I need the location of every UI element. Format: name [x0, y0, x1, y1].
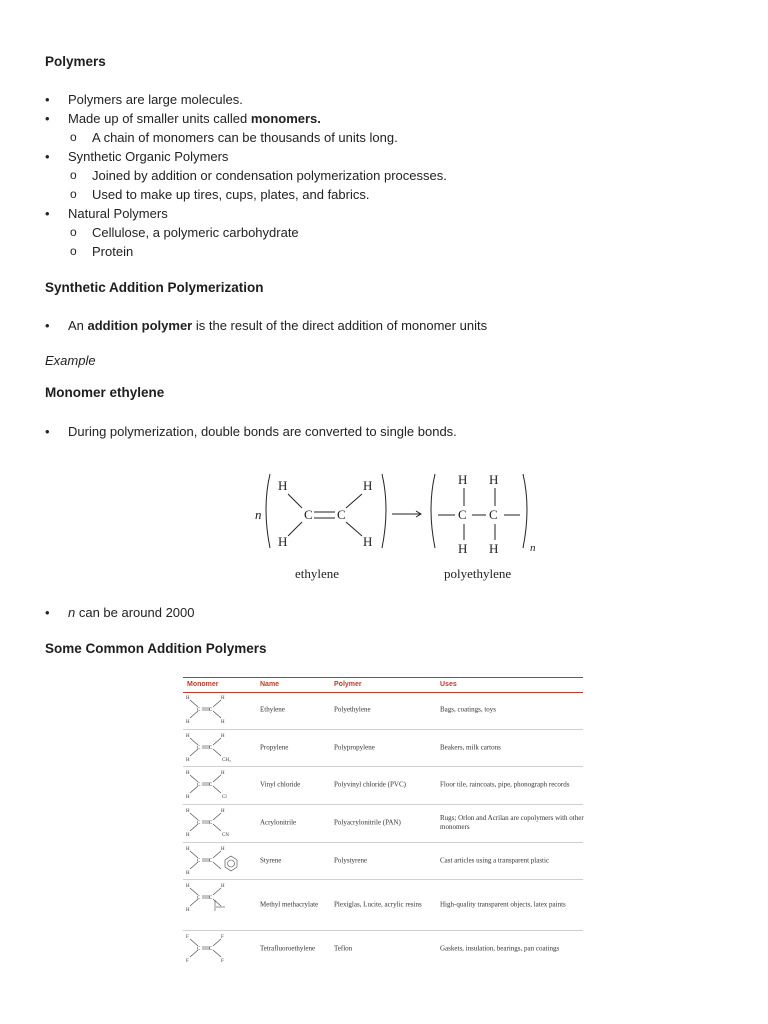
monomer-cell: [185, 932, 255, 968]
addition-polymer-bullet-list: [45, 316, 725, 335]
polymer-cell: Polyethylene: [334, 705, 371, 714]
header-name: Name: [260, 681, 280, 688]
polymer-cell: Polystyrene: [334, 856, 368, 864]
svg-text:C: C: [197, 821, 201, 826]
uses-cell: Rugs; Orlon and Acrilan are copolymers with other monomers: [440, 814, 584, 831]
list-item: [45, 204, 725, 223]
table-row: [183, 766, 583, 805]
sub-list-item: [45, 242, 725, 261]
list-text: During polymerization, double bonds are converted to single bonds.: [68, 424, 457, 439]
svg-text:C: C: [209, 783, 213, 788]
svg-text:C: C: [197, 708, 201, 713]
name-cell: Vinyl chloride: [260, 780, 301, 789]
table-row: [183, 879, 583, 931]
n-note-bullet-list: [45, 603, 725, 622]
atom-h: H: [278, 478, 288, 493]
uses-cell: Bags, coatings, toys: [440, 705, 496, 714]
list-item: [45, 316, 725, 335]
svg-text:H: H: [221, 696, 225, 701]
svg-text:H: H: [221, 884, 225, 889]
heading-polymers: Polymers: [45, 54, 106, 69]
atom-c: C: [337, 507, 346, 522]
monomer-structure: [185, 932, 255, 966]
svg-text:H: H: [186, 809, 190, 814]
svg-text:H: H: [221, 771, 225, 776]
svg-text:H: H: [186, 908, 190, 913]
svg-text:H: H: [186, 696, 190, 701]
svg-text:H: H: [186, 734, 190, 739]
header-polymer: Polymer: [334, 681, 362, 688]
example-label: Example: [45, 353, 96, 368]
svg-text:H: H: [186, 884, 190, 889]
svg-text:C: C: [209, 859, 213, 864]
atom-h: H: [489, 541, 499, 556]
list-text: Polymers are large molecules.: [68, 92, 243, 107]
monomer-cell: [185, 693, 255, 729]
svg-text:C: C: [209, 896, 213, 901]
polymer-cell: Plexiglas, Lucite, acrylic resins: [334, 900, 422, 908]
monomer-cell: [185, 731, 255, 767]
svg-text:F: F: [186, 959, 189, 964]
name-cell: Tetrafluoroethylene: [260, 944, 316, 952]
atom-h: H: [489, 472, 499, 487]
uses-cell: High-quality transparent objects, latex paints: [440, 900, 566, 908]
atom-h: H: [458, 472, 468, 487]
monomer-structure: [185, 768, 255, 802]
svg-text:C: C: [197, 746, 201, 751]
svg-text:H: H: [186, 758, 190, 763]
italic-term: n: [68, 605, 76, 620]
sub-list-item: [45, 185, 725, 204]
svg-text:C: C: [209, 746, 213, 751]
table-row: [183, 842, 583, 880]
monomer-structure: [185, 844, 255, 878]
atom-h: H: [363, 534, 373, 549]
atom-c: C: [304, 507, 313, 522]
list-text: Protein: [92, 244, 134, 259]
bond-c2-h3: [346, 494, 362, 508]
header-uses: Uses: [440, 681, 457, 688]
addition-polymers-table: [183, 677, 583, 967]
svg-text:C: C: [209, 821, 213, 826]
monomer-cell: [185, 881, 255, 917]
name-cell: Methyl methacrylate: [260, 900, 319, 908]
monomer-cell: [185, 806, 255, 842]
svg-text:F: F: [221, 959, 224, 964]
atom-h: H: [363, 478, 373, 493]
list-text: Natural Polymers: [68, 206, 168, 221]
heading-synthetic-addition: Synthetic Addition Polymerization: [45, 280, 264, 295]
atom-c: C: [458, 507, 467, 522]
atom-h: H: [278, 534, 288, 549]
uses-cell: Cast articles using a transparent plastic: [440, 856, 550, 864]
bold-term: monomers.: [250, 111, 321, 126]
svg-text:H: H: [221, 734, 225, 739]
ethylene-polymerization-figure: [250, 466, 550, 586]
right-paren-open: [431, 474, 435, 548]
svg-text:H: H: [186, 847, 190, 852]
list-item: [45, 603, 725, 622]
bond-h2-c1: [288, 522, 302, 536]
polymer-cell: Teflon: [334, 944, 353, 952]
left-paren-open: [266, 474, 270, 548]
svg-text:H: H: [221, 847, 225, 852]
name-cell: Propylene: [260, 743, 289, 751]
svg-text:H: H: [186, 833, 190, 838]
list-text: Used to make up tires, cups, plates, and fabrics.: [92, 187, 370, 202]
svg-text:CN: CN: [222, 833, 229, 838]
monomer-structure: [185, 806, 255, 840]
monomer-structure: [185, 693, 255, 727]
header-monomer: Monomer: [187, 681, 219, 688]
monomer-structure: [185, 881, 255, 915]
svg-text:C: C: [197, 783, 201, 788]
sub-list-item: [45, 223, 725, 242]
uses-cell: Gaskets, insulation, bearings, pan coatings: [440, 944, 560, 952]
monomer-structure: [185, 731, 255, 765]
list-text: Synthetic Organic Polymers: [68, 149, 229, 164]
atom-h: H: [458, 541, 468, 556]
svg-text:H: H: [221, 809, 225, 814]
list-item: [45, 147, 725, 166]
svg-text:C: C: [209, 708, 213, 713]
name-cell: Ethylene: [260, 705, 285, 714]
svg-text:C: C: [197, 947, 201, 952]
svg-text:H: H: [186, 720, 190, 725]
list-text: Made up of smaller units called: [68, 111, 251, 126]
svg-text:C: C: [197, 896, 201, 901]
svg-text:F: F: [221, 935, 224, 940]
heading-common-addition-polymers: Some Common Addition Polymers: [45, 641, 267, 656]
polymers-bullet-list: [45, 90, 725, 261]
svg-text:H: H: [186, 771, 190, 776]
svg-text:H: H: [221, 720, 225, 725]
polymer-cell: Polyvinyl chloride (PVC): [334, 780, 406, 789]
svg-text:Cl: Cl: [222, 795, 227, 800]
list-text: Joined by addition or condensation polymerization processes.: [92, 168, 447, 183]
svg-text:C: C: [209, 947, 213, 952]
uses-cell: Beakers, milk cartons: [440, 743, 501, 751]
table-row: [183, 729, 583, 767]
left-paren-close: [382, 474, 386, 548]
list-text: A chain of monomers can be thousands of units long.: [92, 130, 398, 145]
list-item: [45, 109, 725, 128]
heading-monomer-ethylene: Monomer ethylene: [45, 385, 165, 400]
polyethylene-label: polyethylene: [444, 566, 512, 581]
table-row: [183, 691, 583, 730]
ethylene-label: ethylene: [295, 566, 340, 581]
bold-term: addition polymer: [87, 318, 193, 333]
polymer-cell: Polypropylene: [334, 743, 375, 751]
ethylene-bullet-list: [45, 422, 725, 441]
atom-c: C: [489, 507, 498, 522]
repeat-index-n: n: [530, 542, 536, 554]
svg-text:H: H: [186, 871, 190, 876]
name-cell: Acrylonitrile: [260, 818, 297, 827]
monomer-cell: [185, 844, 255, 880]
svg-text:H: H: [186, 795, 190, 800]
uses-cell: Floor tile, raincoats, pipe, phonograph records: [440, 780, 570, 789]
svg-text:C: C: [197, 859, 201, 864]
list-item: [45, 90, 725, 109]
list-text: An: [68, 318, 88, 333]
list-item: [45, 422, 725, 441]
table-row: [183, 804, 583, 843]
coefficient-n: n: [255, 507, 262, 522]
list-text: Cellulose, a polymeric carbohydrate: [92, 225, 299, 240]
name-cell: Styrene: [260, 856, 282, 864]
svg-text:CH₃: CH₃: [222, 758, 231, 763]
svg-text:F: F: [186, 935, 189, 940]
sub-list-item: [45, 128, 725, 147]
monomer-cell: [185, 768, 255, 804]
table-row: [183, 930, 583, 967]
right-paren-close: [523, 474, 527, 548]
bond-c2-h4: [346, 522, 362, 536]
bond-h1-c1: [288, 494, 302, 508]
sub-list-item: [45, 166, 725, 185]
list-text: can be around 2000: [75, 605, 195, 620]
list-text: is the result of the direct addition of monomer units: [192, 318, 488, 333]
polymer-cell: Polyacrylonitrile (PAN): [334, 818, 401, 827]
